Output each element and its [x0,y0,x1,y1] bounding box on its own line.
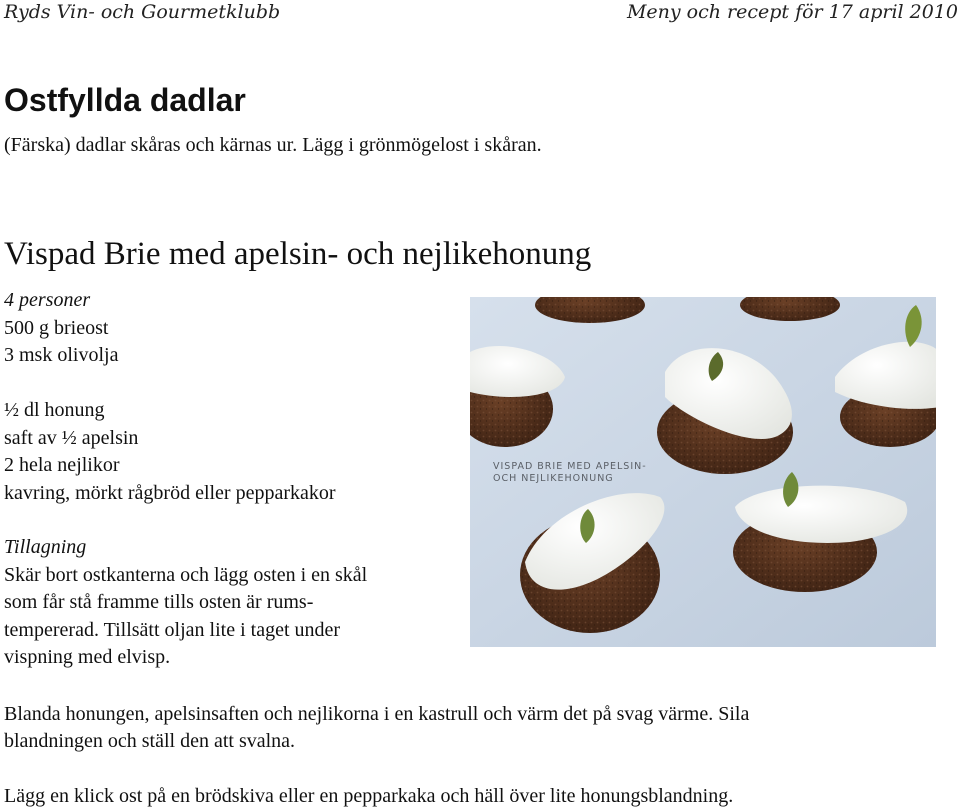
prep-line: vispning med elvisp. [4,646,171,668]
prep-heading: Tillagning [4,536,87,558]
ingredient-item: saft av ½ apelsin [4,426,139,449]
header-right-title: Meny och recept för 17 april 2010 [626,1,958,23]
ingredient-item: 500 g brieost [4,316,109,339]
step2-line: Blanda honungen, apelsinsaften och nejlikorna i en kastrull och värm det på svag värme. Sila [4,703,750,725]
photo-caption-line: VISPAD BRIE MED APELSIN- [493,461,647,472]
photo-caption-line: OCH NEJLIKEHONUNG [493,473,614,484]
recipe1-text: (Färska) dadlar skåras och kärnas ur. Lägg i grönmögelost i skåran. [4,134,542,156]
photo-caption [493,461,647,485]
recipe2-title: Vispad Brie med apelsin- och nejlikehonung [4,236,592,272]
header-left-title: Ryds Vin- och Gourmetklubb [4,1,281,23]
servings: 4 personer [4,289,91,311]
prep-line: som får stå framme tills osten är rums- [4,591,314,613]
prep-section [4,534,367,672]
ingredient-item: 2 hela nejlikor [4,454,120,476]
step3-text: Lägg en klick ost på en brödskiva eller en pepparkaka och häll över lite honungsblandning. [4,785,734,807]
ingredient-list [4,287,336,507]
prep-line: Skär bort ostkanterna och lägg osten i en skål [4,563,368,586]
ingredient-item: kavring, mörkt rågbröd eller pepparkakor [4,481,336,504]
ingredient-item: ½ dl honung [4,399,105,421]
spacer [4,370,336,398]
prep-line: tempererad. Tillsätt oljan lite i taget under [4,618,341,641]
ingredient-item: 3 msk olivolja [4,344,119,366]
step2-line: blandningen och ställ den att svalna. [4,730,296,752]
recipe1-title: Ostfyllda dadlar [4,82,246,118]
